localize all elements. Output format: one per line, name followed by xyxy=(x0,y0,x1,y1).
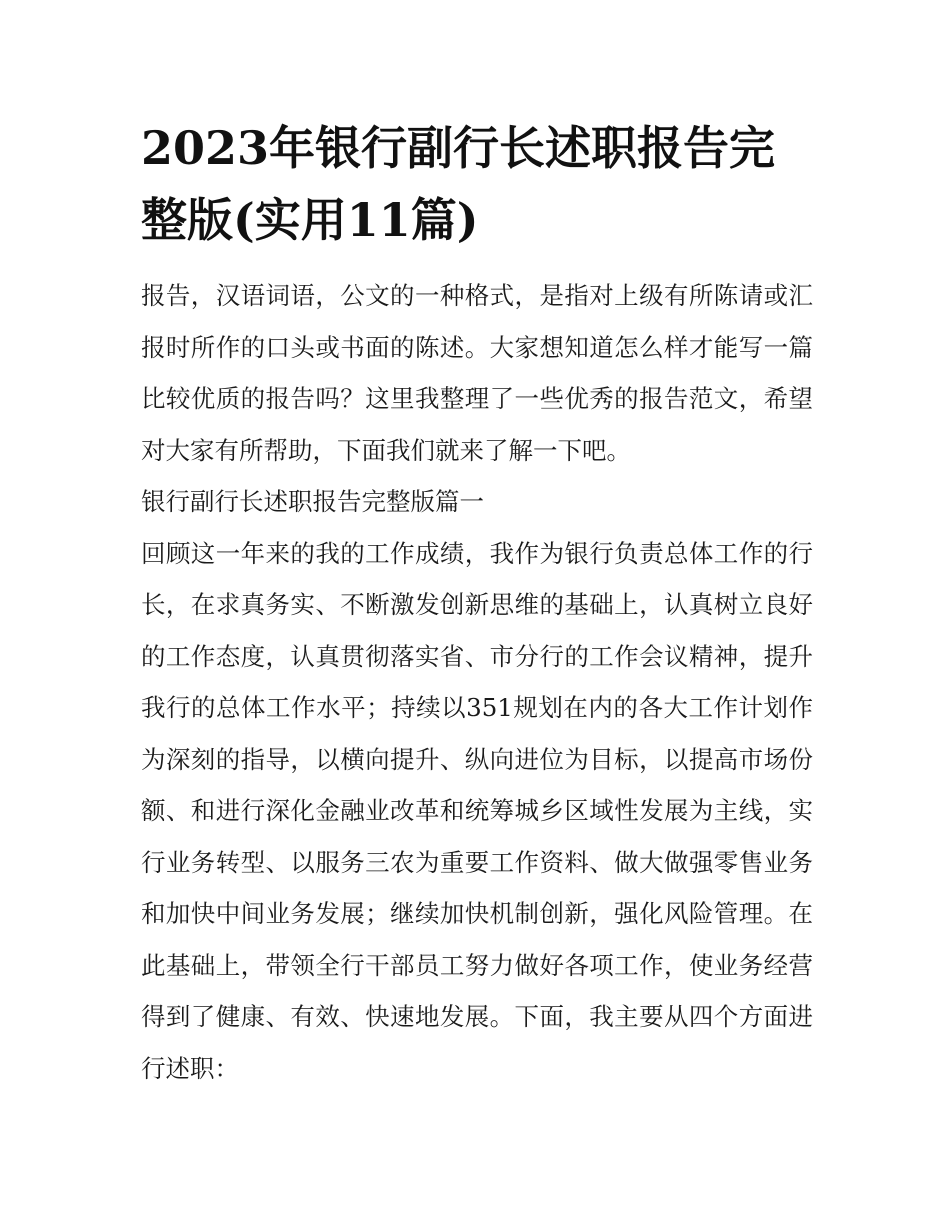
section-heading: 银行副行长述职报告完整版篇一 xyxy=(141,487,484,516)
body-paragraph: 回顾这一年来的我的工作成绩，我作为银行负责总体工作的行长，在求真务实、不断激发创新思维的基础上，认真树立良好的工作态度，认真贯彻落实省、市分行的工作会议精神，提升我行的总体工作水平；持续以351规划在内的各大工作计划作为深刻的指导，以横向提升、纵向进位为目标，以提高市场份额、和进行深化金融业改革和统筹城乡区域性发展为主线，实行业务转型、以服务三农为重要工作资料、做大做强零售业务和加快中间业务发展；继续加快机制创新，强化风险管理。在此基础上，带领全行干部员工努力做好各项工作，使业务经营得到了健康、有效、快速地发展。下面，我主要从四个方面进行述职： xyxy=(141,538,813,1083)
document-page xyxy=(141,112,813,1094)
document-title: 2023年银行副行长述职报告完整版(实用11篇) xyxy=(141,121,776,247)
intro-paragraph: 报告，汉语词语，公文的一种格式，是指对上级有所陈请或汇报时所作的口头或书面的陈述。大家想知道怎么样才能写一篇比较优质的报告吗？这里我整理了一些优秀的报告范文，希望对大家有所帮助，下面我们就来了解一下吧。 xyxy=(141,281,813,465)
